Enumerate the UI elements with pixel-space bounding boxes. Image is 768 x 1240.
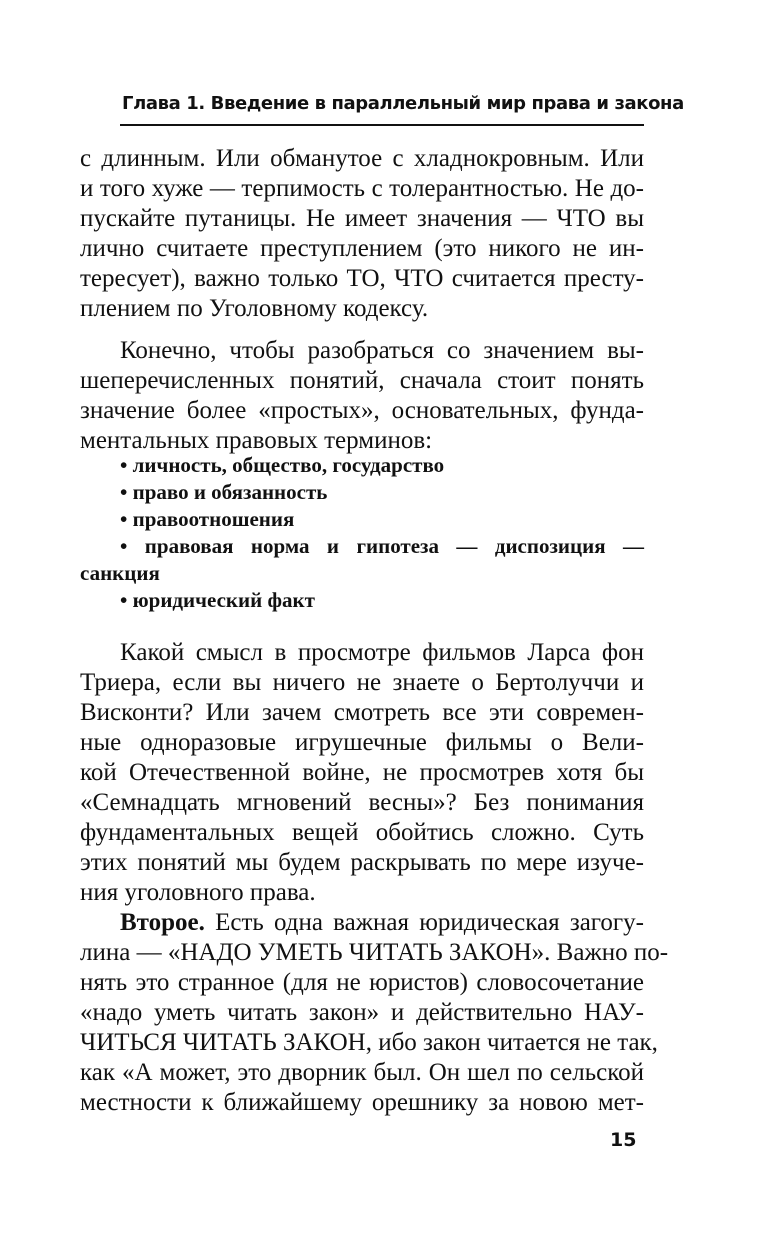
text-line	[80, 908, 644, 938]
text-line: местности к ближайшему орешнику за новою мет-	[80, 1089, 644, 1116]
list-item-text: право и обязанность	[132, 480, 328, 504]
first-line-text: Есть одна важная юридическая загогу-	[204, 909, 644, 936]
paragraph-1	[80, 144, 644, 324]
text-line: нять это странное (для не юристов) словосочетание	[80, 969, 644, 996]
paragraph-2	[80, 336, 644, 456]
paragraph-lead: Второе.	[120, 909, 205, 936]
list-item-text: правоотношения	[132, 507, 295, 531]
paragraph-4	[80, 908, 669, 1118]
text-line: Конечно, чтобы разобраться со значением вы-	[120, 337, 644, 364]
paragraph-3	[80, 638, 644, 908]
text-line: ментальных правовых терминов:	[80, 427, 433, 454]
list-item	[80, 479, 644, 506]
list-item-text: личность, общество, государство	[132, 453, 445, 477]
running-header: Глава 1. Введение в параллельный мир права и закона	[122, 93, 684, 114]
bullet-marker: •	[120, 588, 128, 612]
text-line: с длинным. Или обманутое с хладнокровным. Или	[80, 145, 644, 172]
list-item-continuation: санкция	[80, 561, 160, 585]
text-line: фундаментальных вещей обойтись сложно. Суть	[80, 819, 644, 846]
list-item	[80, 533, 644, 560]
text-line: плением по Уголовному кодексу.	[80, 295, 429, 322]
text-line: тересует), важно только ТО, ЧТО считается престу-	[80, 265, 644, 292]
text-line: ния уголовного права.	[80, 879, 316, 906]
text-line: пускайте путаницы. Не имеет значения — ЧТО вы	[80, 205, 644, 232]
text-line: лично считаете преступлением (это никого не ин-	[80, 235, 644, 262]
bullet-marker: •	[120, 507, 128, 531]
list-item	[80, 452, 644, 479]
text-line: Какой смысл в просмотре фильмов Ларса фон	[120, 639, 644, 666]
text-line: лина — «НАДО УМЕТЬ ЧИТАТЬ ЗАКОН». Важно по-	[80, 939, 669, 966]
list-item	[80, 587, 644, 614]
bullet-marker: •	[120, 453, 128, 477]
header-rule	[120, 124, 644, 126]
text-line: и того хуже — терпимость с толерантностью. Не до-	[80, 175, 644, 202]
text-line: этих понятий мы будем раскрывать по мере изуче-	[80, 849, 644, 876]
text-line: значение более «простых», основательных, фунда-	[80, 397, 644, 424]
text-line: Висконти? Или зачем смотреть все эти современ-	[80, 699, 644, 726]
term-list	[80, 452, 644, 614]
list-item	[80, 506, 644, 533]
text-line: Триера, если вы ничего не знаете о Бертолуччи и	[80, 669, 644, 696]
text-line: «Семнадцать мгновений весны»? Без понимания	[80, 789, 644, 816]
page-number: 15	[610, 1129, 637, 1151]
bullet-marker: •	[120, 480, 128, 504]
text-line: кой Отечественной войне, не просмотрев хотя бы	[80, 759, 644, 786]
list-item-text: правовая норма и гипотеза — диспозиция —	[144, 534, 645, 558]
text-line: как «А может, это дворник был. Он шел по сельской	[80, 1059, 644, 1086]
bullet-marker: •	[120, 534, 128, 558]
text-line: «надо уметь читать закон» и действительно НАУ-	[80, 999, 644, 1026]
text-line: шеперечисленных понятий, сначала стоит понять	[80, 367, 644, 394]
text-line: ные одноразовые игрушечные фильмы о Вели-	[80, 729, 644, 756]
text-line: ЧИТЬСЯ ЧИТАТЬ ЗАКОН, ибо закон читается не так,	[80, 1029, 658, 1056]
list-item-text: юридический факт	[132, 588, 315, 612]
